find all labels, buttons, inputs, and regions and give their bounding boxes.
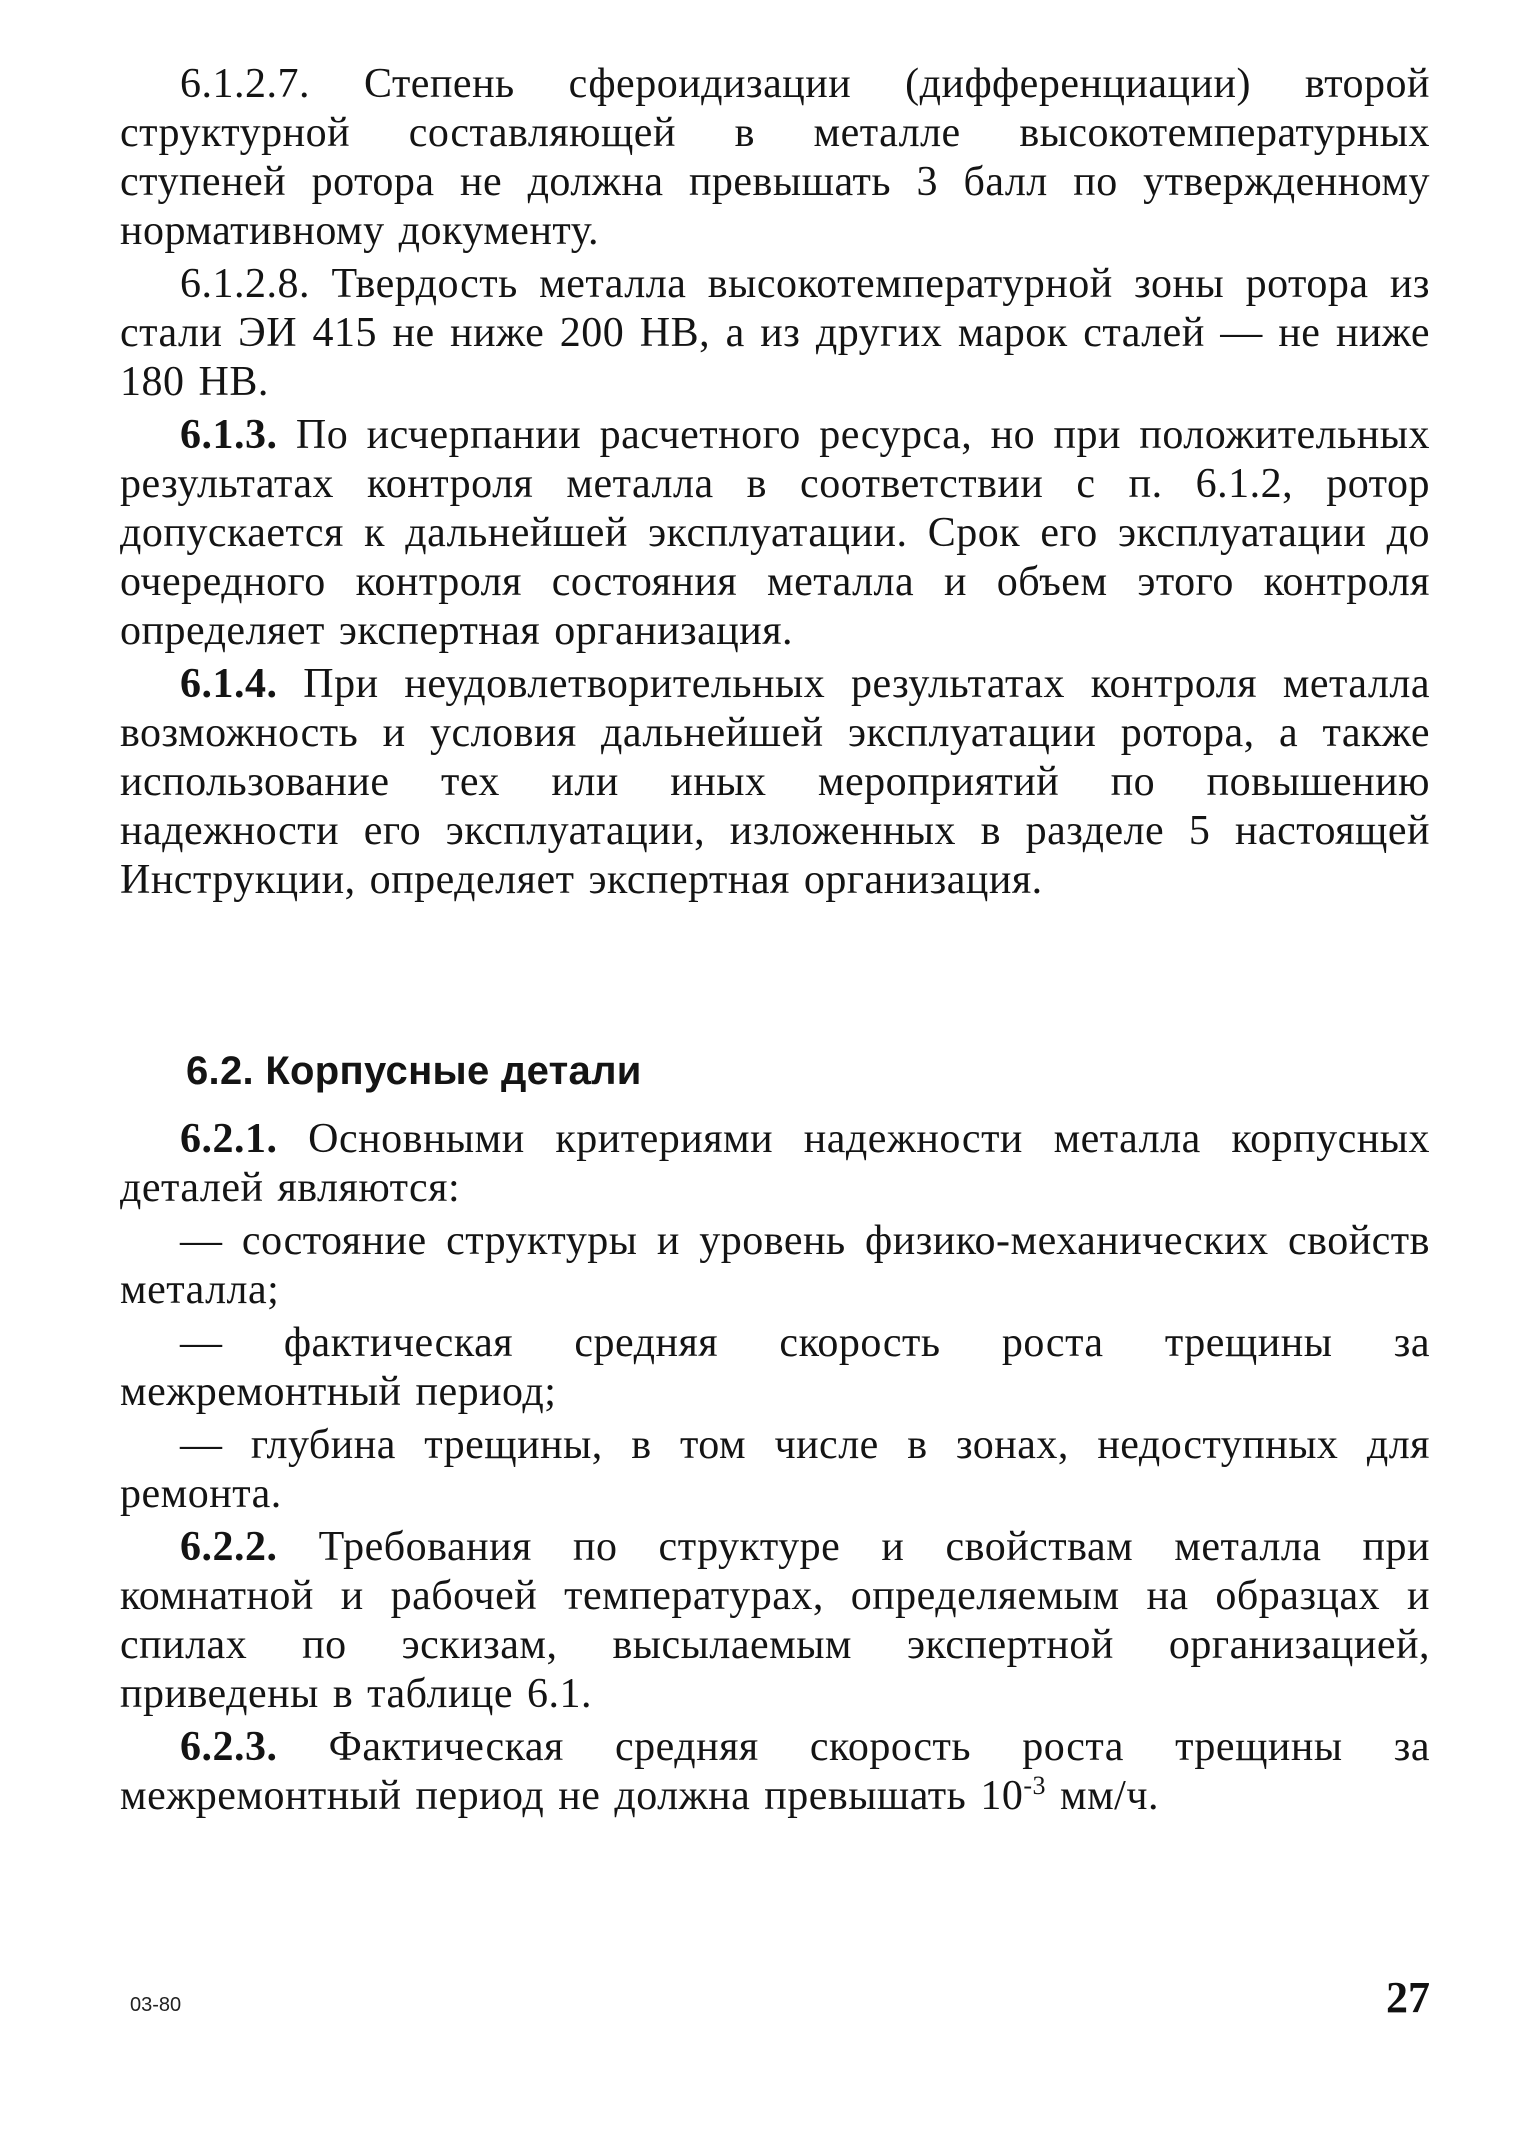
paragraph-6-1-2-7 bbox=[120, 60, 1430, 256]
paragraph-text: 6.1.2.8. Твердость металла высокотемпературной зоны ротора из стали ЭИ 415 не ниже 200 НВ, а из других марок сталей — не ниже 180 НВ. bbox=[120, 261, 1430, 405]
paragraph-number: 6.2.3. bbox=[180, 1724, 278, 1770]
paragraph-text: При неудовлетворительных результатах контроля металла возможность и условия дальнейшей эксплуатации ротора, а также использование тех или иных мероприятий по повышению надежности его эксплуатации, изложенных в разделе 5 настоящей Инструкции, определяет экспертная организация. bbox=[120, 661, 1430, 903]
paragraph-6-1-3 bbox=[120, 411, 1430, 656]
paragraph-6-2-1 bbox=[120, 1115, 1430, 1213]
paragraph-text: Основными критериями надежности металла корпусных деталей являются: bbox=[120, 1116, 1430, 1211]
paragraph-text: По исчерпании расчетного ресурса, но при положительных результатах контроля металла в соответствии с п. 6.1.2, ротор допускается к дальнейшей эксплуатации. Срок его эксплуатации до очередного контроля состояния металла и объем этого контроля определяет экспертная организация. bbox=[120, 412, 1430, 654]
paragraph-6-2-2 bbox=[120, 1523, 1430, 1719]
page-number: 27 bbox=[1386, 1973, 1430, 2022]
document-page bbox=[120, 60, 1430, 1825]
paragraph-6-1-4 bbox=[120, 660, 1430, 905]
paragraph-number: 6.1.4. bbox=[180, 661, 278, 707]
section-heading: 6.2. Корпусные детали bbox=[186, 1049, 642, 1093]
paragraph-text: 6.1.2.7. Степень сфероидизации (дифференциации) второй структурной составляющей в металле высокотемпературных ступеней ротора не должна превышать 3 балл по утвержденному нормативному документу. bbox=[120, 61, 1430, 254]
paragraph-number: 6.2.2. bbox=[180, 1524, 278, 1570]
paragraph-text-end: мм/ч. bbox=[1046, 1773, 1159, 1819]
list-item: — глубина трещины, в том числе в зонах, недоступных для ремонта. bbox=[120, 1422, 1430, 1517]
paragraph-6-1-2-8 bbox=[120, 260, 1430, 407]
paragraph-text: Фактическая средняя скорость роста трещины за межремонтный период не должна превышать 10 bbox=[120, 1724, 1430, 1819]
exponent: -3 bbox=[1023, 1771, 1046, 1800]
paragraph-6-2-3 bbox=[120, 1723, 1430, 1821]
paragraph-number: 6.2.1. bbox=[180, 1116, 278, 1162]
paragraph-text: Требования по структуре и свойствам металла при комнатной и рабочей температурах, определяемым на образцах и спилах по эскизам, высылаемым экспертной организацией, приведены в таблице 6.1. bbox=[120, 1524, 1430, 1717]
list-item: — фактическая средняя скорость роста трещины за межремонтный период; bbox=[120, 1320, 1430, 1415]
footer-code: 03-80 bbox=[130, 1994, 182, 2016]
list-item: — состояние структуры и уровень физико-механических свойств металла; bbox=[120, 1218, 1430, 1313]
paragraph-number: 6.1.3. bbox=[180, 412, 278, 458]
